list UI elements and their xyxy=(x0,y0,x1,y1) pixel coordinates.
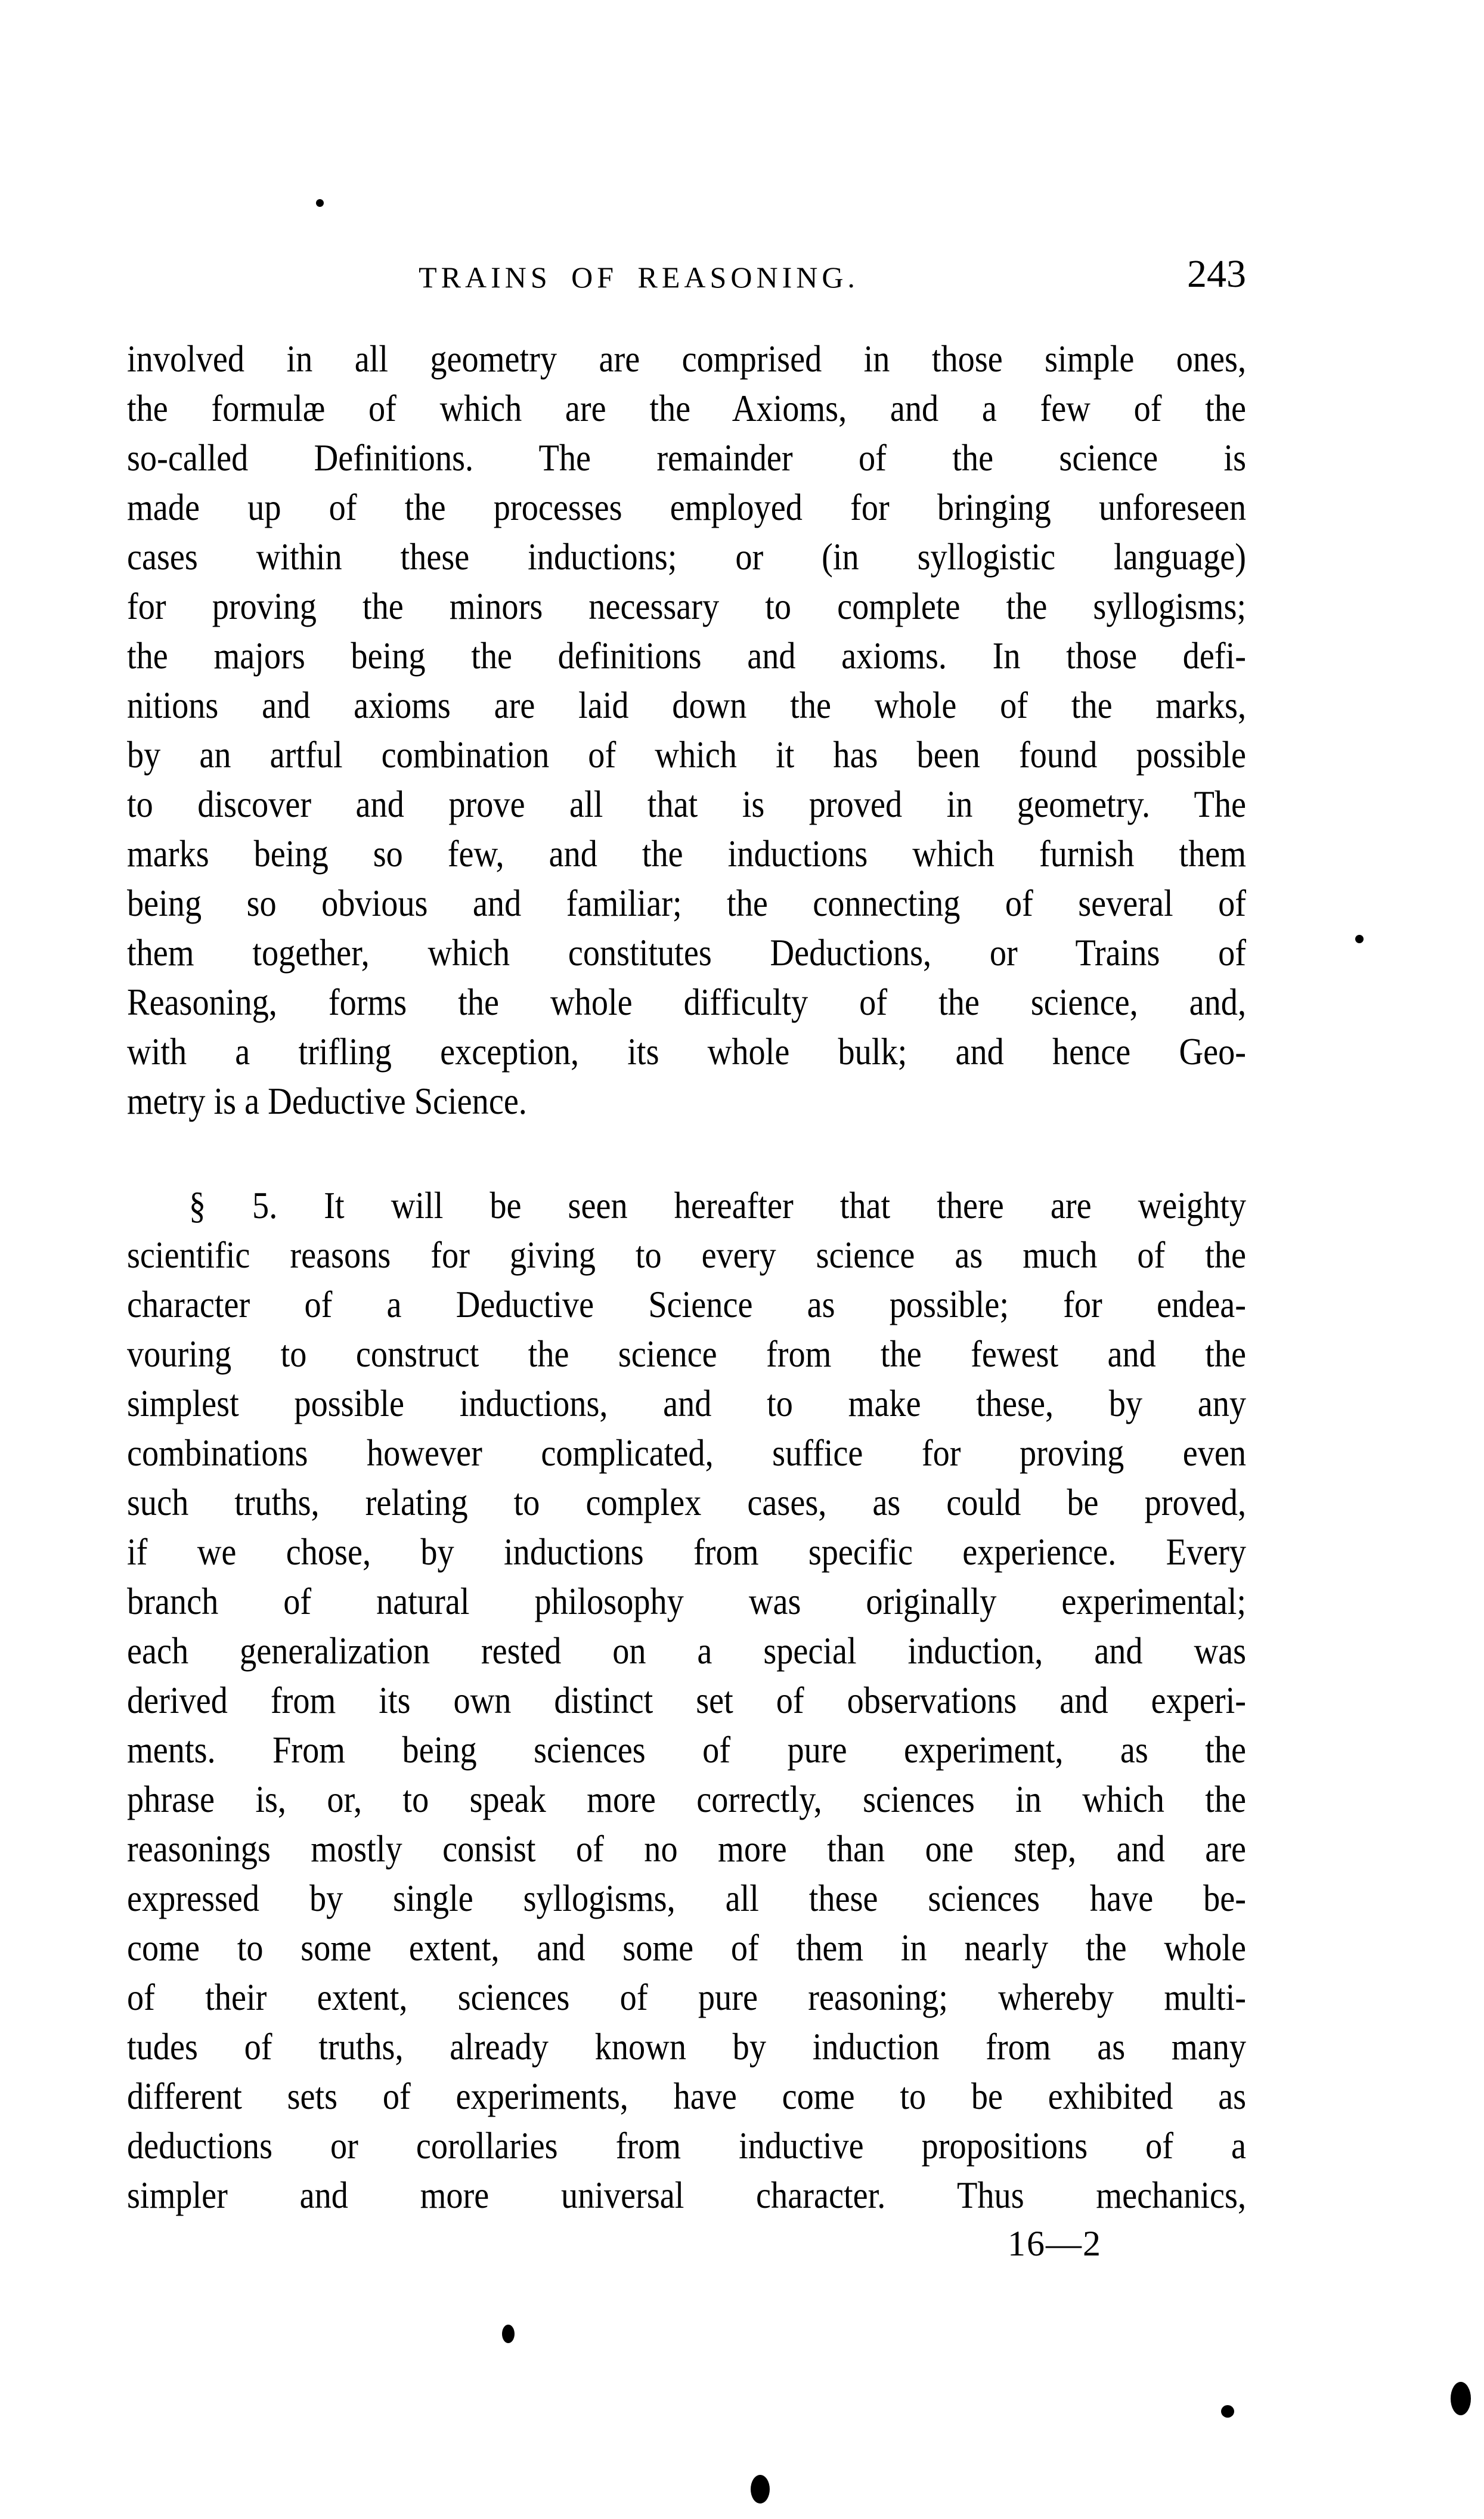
signature-mark: 16—2 xyxy=(1008,2224,1102,2263)
text-line: derived from its own distinct set of observations and experi- xyxy=(127,1679,1247,1721)
text-line: reasonings mostly consist of no more than one step, and are xyxy=(127,1827,1247,1870)
page-number: 243 xyxy=(1187,252,1246,296)
text-line: deductions or corollaries from inductive propositions of a xyxy=(127,2124,1247,2167)
text-line: by an artful combination of which it has been found possible xyxy=(127,733,1247,776)
text-line: the formulæ of which are the Axioms, and a few of the xyxy=(127,387,1247,429)
text-line: the majors being the definitions and axioms. In those defi- xyxy=(127,634,1247,677)
ink-dot-bottom-right xyxy=(1221,2405,1234,2418)
text-line: expressed by single syllogisms, all these sciences have be- xyxy=(127,1877,1247,1919)
text-line: so-called Definitions. The remainder of the science is xyxy=(127,436,1247,479)
ink-speck-top xyxy=(316,199,324,207)
paragraph xyxy=(127,334,1246,1126)
text-line: to discover and prove all that is proved in geometry. The xyxy=(127,783,1247,825)
ink-dot-bottom-center xyxy=(751,2475,770,2503)
text-line: phrase is, or, to speak more correctly, sciences in which the xyxy=(127,1778,1247,1820)
text-line: marks being so few, and the inductions which furnish them xyxy=(127,832,1247,875)
text-line: different sets of experiments, have come to be exhibited as xyxy=(127,2075,1247,2117)
text-line: combinations however complicated, suffice for proving even xyxy=(127,1432,1247,1474)
text-line: come to some extent, and some of them in nearly the whole xyxy=(127,1926,1247,1969)
text-line: simplest possible inductions, and to make these, by any xyxy=(127,1382,1247,1424)
ink-dot-below-text xyxy=(502,2325,515,2343)
text-line: ments. From being sciences of pure experiment, as the xyxy=(127,1728,1247,1771)
running-title: TRAINS OF REASONING. xyxy=(419,261,859,294)
text-line: if we chose, by inductions from specific experience. Every xyxy=(127,1530,1247,1573)
text-line: them together, which constitutes Deductions, or Trains of xyxy=(127,931,1247,974)
text-line: each generalization rested on a special induction, and was xyxy=(127,1629,1247,1672)
text-line: with a trifling exception, its whole bulk; and hence Geo- xyxy=(127,1030,1247,1073)
text-line: such truths, relating to complex cases, as could be proved, xyxy=(127,1481,1247,1523)
text-line: made up of the processes employed for bringing unforeseen xyxy=(127,486,1247,528)
text-line: involved in all geometry are comprised in those simple ones, xyxy=(127,337,1247,380)
text-line: of their extent, sciences of pure reasoning; whereby multi- xyxy=(127,1976,1247,2018)
paragraph xyxy=(127,1181,1246,2220)
text-line: vouring to construct the science from the fewest and the xyxy=(127,1333,1247,1375)
text-line: metry is a Deductive Science. xyxy=(127,1080,527,1122)
text-line: scientific reasons for giving to every science as much of the xyxy=(127,1234,1247,1276)
text-line: nitions and axioms are laid down the whole of the marks, xyxy=(127,684,1247,726)
text-line: being so obvious and familiar; the connecting of several of xyxy=(127,882,1247,924)
text-line: Reasoning, forms the whole difficulty of the science, and, xyxy=(127,981,1247,1023)
text-block xyxy=(127,334,1246,2220)
ink-speck-right-margin xyxy=(1355,935,1364,943)
text-line: for proving the minors necessary to complete the syllogisms; xyxy=(127,585,1247,627)
text-line: § 5. It will be seen hereafter that there are weighty xyxy=(188,1184,1247,1226)
text-line: simpler and more universal character. Thus mechanics, xyxy=(127,2174,1247,2216)
ink-blob-right-edge xyxy=(1451,2382,1471,2415)
page-header xyxy=(127,252,1246,302)
text-line: tudes of truths, already known by induction from as many xyxy=(127,2025,1247,2068)
text-line: cases within these inductions; or (in syllogistic language) xyxy=(127,535,1247,578)
text-line: character of a Deductive Science as possible; for endea- xyxy=(127,1283,1247,1325)
text-line: branch of natural philosophy was originally experimental; xyxy=(127,1580,1247,1622)
